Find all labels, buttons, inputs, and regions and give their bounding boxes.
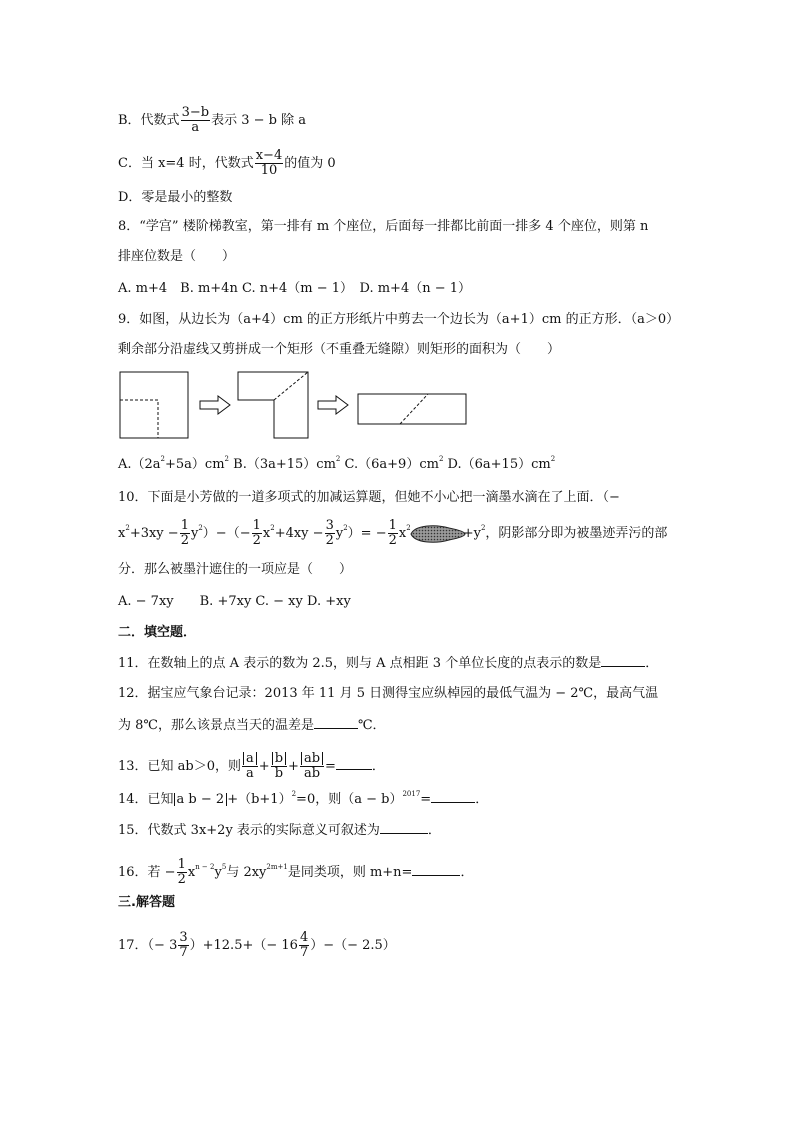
- superscript: 5: [221, 863, 227, 871]
- math-text: =0，则（a − b）: [296, 792, 403, 807]
- question-text: 15．代数式 3x+2y 表示的实际意义可叙述为: [118, 823, 380, 838]
- q10-stem-line1: 10．下面是小芳做的一道多项式的加减运算题，但她不小心把一滴墨水滴在了上面．（−: [118, 490, 620, 505]
- denominator: a: [191, 120, 200, 135]
- numerator: 1: [177, 857, 186, 872]
- q15: [118, 821, 441, 840]
- superscript: 2: [125, 524, 130, 532]
- square-with-cut: [120, 372, 188, 438]
- math-text: 17．（− 3: [118, 938, 178, 953]
- arrow-right-icon: [318, 396, 348, 414]
- numerator: [300, 752, 324, 767]
- q8-options: A. m+4 B. m+4n C. n+4（m − 1） D. m+4（n − 1）: [118, 281, 472, 296]
- numerator: 1: [252, 518, 261, 533]
- q14: [118, 790, 488, 809]
- denominator: 2: [388, 533, 397, 548]
- math-text: 与 2xy: [226, 865, 267, 880]
- numerator: 3: [325, 518, 334, 533]
- fraction: [300, 752, 324, 781]
- fraction: [388, 519, 398, 548]
- q7-option-b: [118, 106, 306, 135]
- superscript: 2: [291, 790, 297, 798]
- math-text: +3xy −: [129, 526, 179, 541]
- answer-blank[interactable]: [314, 716, 358, 729]
- q13: [118, 752, 385, 781]
- numerator: 1: [180, 518, 189, 533]
- math-text: +（b+1）: [227, 792, 292, 807]
- punctuation: ．: [645, 656, 659, 671]
- numerator: 1: [388, 518, 397, 533]
- question-text: 16．若 −: [118, 865, 176, 880]
- rectangle-result: [358, 394, 466, 424]
- superscript: 2: [480, 524, 486, 532]
- math-text: x: [187, 865, 196, 880]
- superscript: 2: [224, 455, 230, 463]
- answer-blank[interactable]: [431, 790, 475, 803]
- operator: =: [325, 759, 336, 774]
- fraction: [181, 106, 211, 135]
- math-text: ）= −: [347, 526, 387, 541]
- superscript: 2: [335, 455, 341, 463]
- option-text: C．当 x=4 时，代数式: [118, 156, 254, 171]
- q8-stem-line2: 排座位数是（ ）: [118, 249, 236, 264]
- fraction: [242, 752, 258, 781]
- option-b: B.（3a+15）cm: [233, 457, 336, 472]
- answer-blank[interactable]: [380, 821, 428, 834]
- question-text: 13．已知 ab＞0，则: [118, 759, 242, 774]
- math-text: ）−（−: [202, 526, 251, 541]
- q9-options: [118, 456, 555, 474]
- math-text: y: [214, 865, 222, 880]
- numerator: 4: [299, 930, 309, 945]
- question-text: 11．在数轴上的点 A 表示的数为 2.5，则与 A 点相距 3 个单位长度的点表示的数是: [118, 656, 602, 671]
- denominator: 2: [325, 533, 334, 548]
- l-shape: [238, 372, 308, 438]
- math-text: x: [118, 526, 126, 541]
- absolute-value: b: [272, 752, 286, 765]
- superscript: 2: [270, 524, 275, 532]
- answer-blank[interactable]: [601, 654, 645, 667]
- superscript: 2: [343, 524, 348, 532]
- q7-option-c: [118, 149, 336, 178]
- numerator: [242, 752, 258, 767]
- unit-text: ℃．: [357, 718, 386, 733]
- math-text: y: [190, 526, 199, 541]
- math-text: ）−（− 2.5）: [310, 938, 396, 953]
- math-text: ）+12.5+（− 16: [189, 938, 298, 953]
- math-text: ，阴影部分即为被墨迹弄污的部: [485, 526, 668, 541]
- arrow-right-icon: [200, 396, 230, 414]
- fraction: [180, 519, 190, 548]
- denominator: b: [274, 766, 284, 781]
- superscript: 2: [550, 455, 556, 463]
- numerator: 3: [179, 930, 188, 945]
- math-text: +4xy −: [274, 526, 324, 541]
- fraction: [255, 149, 284, 178]
- q7-option-d: D．零是最小的整数: [118, 190, 233, 205]
- denominator: 7: [299, 945, 309, 960]
- denominator: 2: [180, 533, 189, 548]
- q12-line1: 12．据宝应气象台记录：2013 年 11 月 5 日测得宝应纵棹园的最低气温为 − 2℃，最高气温: [118, 686, 659, 701]
- question-text: 为 8℃，那么该景点当天的温差是: [118, 718, 314, 733]
- denominator: 2: [177, 872, 186, 887]
- denominator: 7: [179, 945, 188, 960]
- q10-options: A. − 7xy B. +7xy C. − xy D. +xy: [118, 594, 351, 609]
- superscript: 2m+1: [266, 863, 288, 871]
- option-c: C.（6a+9）cm: [344, 457, 439, 472]
- answer-blank[interactable]: [412, 863, 460, 876]
- fraction: [177, 858, 187, 887]
- denominator: 2: [252, 533, 261, 548]
- absolute-value: a b − 2: [174, 793, 228, 806]
- superscript: 2: [160, 455, 166, 463]
- q16: [118, 858, 473, 887]
- q17: [118, 931, 396, 960]
- superscript: n − 2: [195, 863, 215, 871]
- superscript: 2: [198, 524, 203, 532]
- punctuation: ．: [427, 823, 441, 838]
- option-text: B．代数式: [118, 113, 180, 128]
- superscript: 2017: [402, 790, 421, 798]
- numerator: x−4: [255, 148, 283, 163]
- absolute-value: a: [243, 752, 257, 765]
- punctuation: ．: [475, 792, 489, 807]
- question-text: 14．已知: [118, 792, 174, 807]
- section-heading-solve: 三.解答题: [118, 895, 175, 910]
- punctuation: ．: [460, 865, 474, 880]
- fraction: [271, 752, 287, 781]
- option-a: +5a）cm: [165, 457, 225, 472]
- q9-stem-line2: 剩余部分沿虚线又剪拼成一个矩形（不重叠无缝隙）则矩形的面积为（ ）: [118, 342, 561, 357]
- math-text: x: [262, 526, 271, 541]
- operator: +: [258, 759, 270, 774]
- option-text: 的值为 0: [284, 156, 336, 171]
- option-a: A.（2a: [118, 457, 161, 472]
- denominator: a: [246, 766, 254, 781]
- option-d: D.（6a+15）cm: [447, 457, 551, 472]
- fraction: [178, 931, 188, 960]
- math-text: x: [398, 526, 407, 541]
- answer-blank[interactable]: [336, 757, 372, 770]
- fraction: [252, 519, 262, 548]
- q9-figure: [118, 368, 478, 440]
- numerator: 3−b: [181, 105, 210, 120]
- fraction: [325, 519, 335, 548]
- fraction: [299, 931, 309, 960]
- operator: =: [420, 792, 432, 807]
- option-text: 表示 3 − b 除 a: [211, 113, 306, 128]
- q10-expression: [118, 519, 667, 548]
- absolute-value: ab: [301, 752, 323, 765]
- superscript: 2: [406, 524, 411, 532]
- question-text: 是同类项，则 m+n=: [287, 865, 413, 880]
- punctuation: ．: [371, 759, 385, 774]
- math-text: +y: [462, 526, 481, 541]
- q11: [118, 654, 658, 673]
- q10-stem-line3: 分．那么被墨汁遮住的一项应是（ ）: [118, 562, 353, 577]
- ink-blot-icon: [409, 523, 467, 545]
- section-heading-fill-blank: 二．填空题．: [118, 625, 197, 640]
- math-text: y: [335, 526, 344, 541]
- superscript: 2: [438, 455, 444, 463]
- denominator: ab: [303, 766, 321, 781]
- denominator: 10: [260, 163, 278, 178]
- numerator: [271, 752, 287, 767]
- q8-stem-line1: 8．“学宫” 楼阶梯教室，第一排有 m 个座位，后面每一排都比前面一排多 4 个座位，则第 n: [118, 219, 649, 234]
- operator: +: [288, 759, 299, 774]
- q12-line2: [118, 716, 386, 735]
- q9-stem-line1: 9．如图，从边长为（a+4）cm 的正方形纸片中剪去一个边长为（a+1）cm 的正方形．（a＞0）: [118, 312, 680, 327]
